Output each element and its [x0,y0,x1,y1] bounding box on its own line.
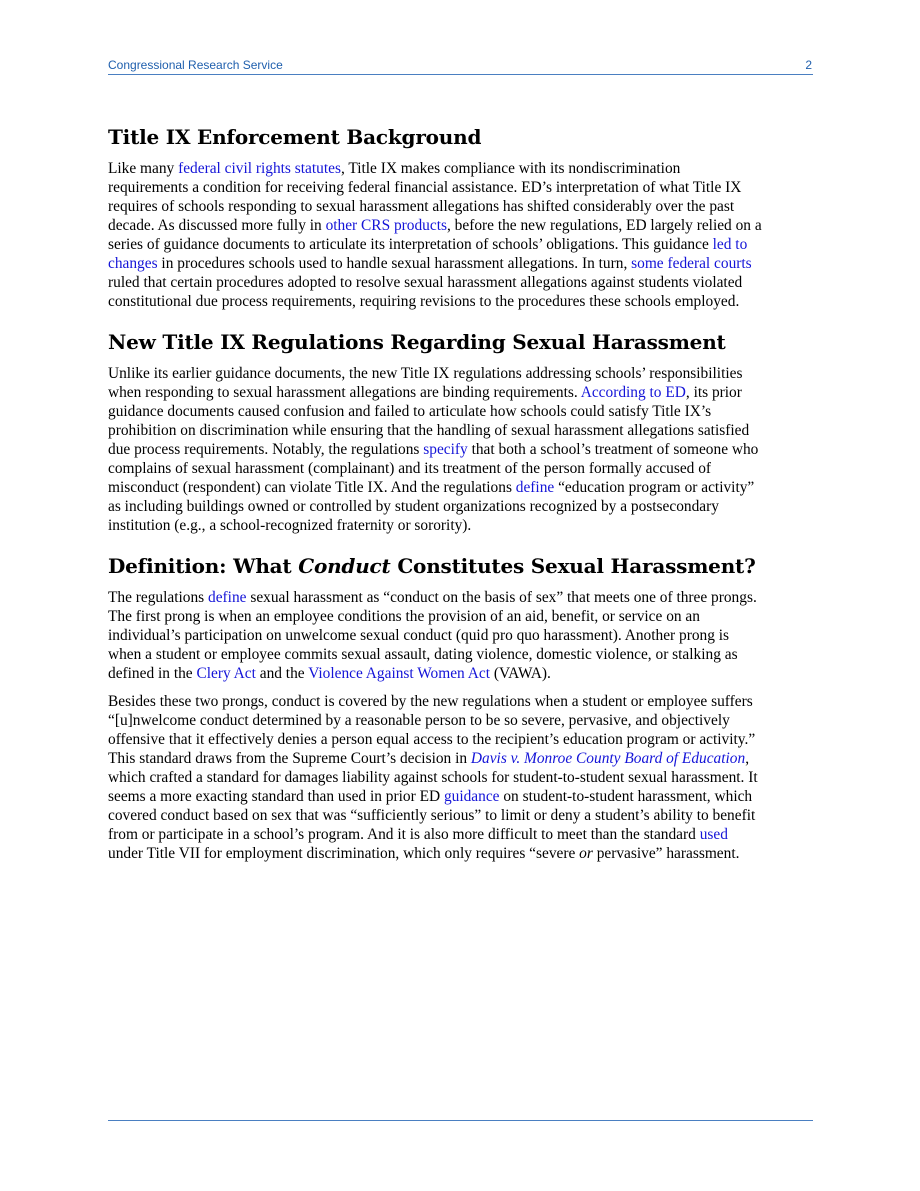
text-line [108,626,814,645]
text-run: institution (e.g., a school-recognized fraternity or sorority). [108,517,472,534]
text-line [108,749,814,768]
section-paragraphs [108,364,814,535]
text-line [108,254,814,273]
section-heading: New Title IX Regulations Regarding Sexual Harassment [108,330,726,354]
text-line [108,178,814,197]
text-line [108,440,814,459]
text-line [108,825,814,844]
text-run: when responding to sexual harassment allegations are binding requirements. [108,384,581,401]
emphasis-text: or [579,845,593,862]
inline-link[interactable]: federal civil rights statutes [178,160,341,177]
text-line [108,292,814,311]
text-run: (VAWA). [489,665,551,682]
inline-link[interactable]: guidance [443,788,500,805]
text-run: pervasive” harassment. [592,845,740,862]
section-heading: Title IX Enforcement Background [108,125,482,149]
text-run: “[u]nwelcome conduct determined by a reasonable person to be so severe, pervasive, and objectively [108,712,730,729]
text-run: defined in the [108,665,197,682]
text-run: complains of sexual harassment (complainant) and its treatment of the person formally accused of [108,460,712,477]
text-run: due process requirements. Notably, the regulations [108,441,424,458]
section-heading [108,553,814,579]
section-new-regulations [108,329,814,535]
text-run: , [745,750,750,767]
body-paragraph [108,588,814,683]
text-line [108,645,814,664]
text-run: , before the new regulations, ED largely relied on a [446,217,762,234]
inline-link[interactable]: Violence Against Women Act [308,665,490,682]
text-run: Like many [108,160,179,177]
body-paragraph [108,159,814,311]
text-line [108,216,814,235]
document-body [108,124,814,872]
footer-rule [108,1120,813,1121]
text-run: This standard draws from the Supreme Court’s decision in [108,750,471,767]
text-line [108,516,814,535]
inline-link[interactable]: changes [108,255,158,272]
text-run: seems a more exacting standard than used in prior ED [108,788,444,805]
running-header-org: Congressional Research Service [108,58,283,72]
text-line [108,607,814,626]
text-line [108,159,814,178]
inline-link[interactable]: Clery Act [196,665,256,682]
text-run: on student-to-student harassment, which [499,788,753,805]
text-run: series of guidance documents to articulate its interpretation of schools’ obligations. This guidance [108,236,713,253]
inline-link[interactable]: define [515,479,555,496]
text-run: , Title IX makes compliance with its nondiscrimination [340,160,681,177]
inline-link[interactable]: led to [712,236,748,253]
text-run: and the [255,665,309,682]
text-run: when a student or employee commits sexual assault, dating violence, domestic violence, or stalking as [108,646,738,663]
text-line [108,806,814,825]
text-run: individual’s participation on unwelcome sexual conduct (quid pro quo harassment). Another prong is [108,627,730,644]
text-run: covered conduct based on sex that was “sufficiently serious” to limit or deny a student’s ability to benefit [108,807,756,824]
text-run: , its prior [685,384,742,401]
text-line [108,844,814,863]
text-run: from or participate in a school’s program. And it is also more difficult to meet than the standard [108,826,700,843]
text-run: requirements a condition for receiving federal financial assistance. ED’s interpretation of what Title IX [108,179,742,196]
text-run: Constitutes Sexual Harassment? [390,554,756,578]
body-paragraph [108,692,814,863]
text-run: decade. As discussed more fully in [108,217,326,234]
inline-link[interactable]: Davis v. Monroe County Board of Education [470,750,746,767]
section-paragraphs [108,588,814,863]
text-line [108,588,814,607]
text-line [108,730,814,749]
text-line [108,235,814,254]
text-run: as including buildings owned or controlled by student organizations recognized by a postsecondary [108,498,719,515]
inline-link[interactable]: According to ED [580,384,686,401]
text-run: requires of schools responding to sexual harassment allegations has shifted considerably over the past [108,198,735,215]
inline-link[interactable]: used [699,826,728,843]
text-line [108,497,814,516]
text-run: “education program or activity” [554,479,755,496]
text-line [108,664,814,683]
text-run: offensive that it effectively denies a person equal access to the recipient’s education program or activity.” [108,731,756,748]
text-line [108,383,814,402]
text-run: ruled that certain procedures adopted to resolve sexual harassment allegations against students violated [108,274,743,291]
text-line [108,402,814,421]
inline-link[interactable]: specify [423,441,468,458]
text-run: The regulations [108,589,209,606]
text-line [108,692,814,711]
text-run: Unlike its earlier guidance documents, the new Title IX regulations addressing schools’ responsibilities [108,365,743,382]
text-line [108,364,814,383]
text-line [108,478,814,497]
text-run: constitutional due process requirements, requiring revisions to the procedures these schools employed. [108,293,740,310]
text-run: Definition: What [108,554,299,578]
text-run: which crafted a standard for damages liability against schools for student-to-student sexual harassment. It [108,769,758,786]
text-line [108,273,814,292]
text-line [108,711,814,730]
text-run: misconduct (respondent) can violate Title IX. And the regulations [108,479,516,496]
text-run: prohibition on discrimination while ensuring that the handling of sexual harassment allegations satisfied [108,422,750,439]
inline-link[interactable]: some federal courts [631,255,752,272]
text-run: that both a school’s treatment of someone who [467,441,759,458]
section-enforcement-background [108,124,814,311]
body-paragraph [108,364,814,535]
text-line [108,421,814,440]
section-definition [108,553,814,863]
text-run: Besides these two prongs, conduct is covered by the new regulations when a student or employee suffers [108,693,753,710]
inline-link[interactable]: other CRS products [325,217,447,234]
text-run: under Title VII for employment discrimination, which only requires “severe [108,845,580,862]
inline-link[interactable]: define [208,589,247,606]
text-run: The first prong is when an employee conditions the provision of an aid, benefit, or service on an [108,608,700,625]
page-number: 2 [805,58,812,72]
text-run: sexual harassment as “conduct on the basis of sex” that meets one of three prongs. [246,589,757,606]
header-rule [108,74,813,75]
text-line [108,459,814,478]
text-run: guidance documents caused confusion and failed to articulate how schools could satisfy Title IX’s [108,403,712,420]
text-line [108,787,814,806]
text-run: in procedures schools used to handle sexual harassment allegations. In turn, [157,255,632,272]
text-line [108,197,814,216]
text-line [108,768,814,787]
section-paragraphs [108,159,814,311]
emphasis-text: Conduct [298,554,391,578]
